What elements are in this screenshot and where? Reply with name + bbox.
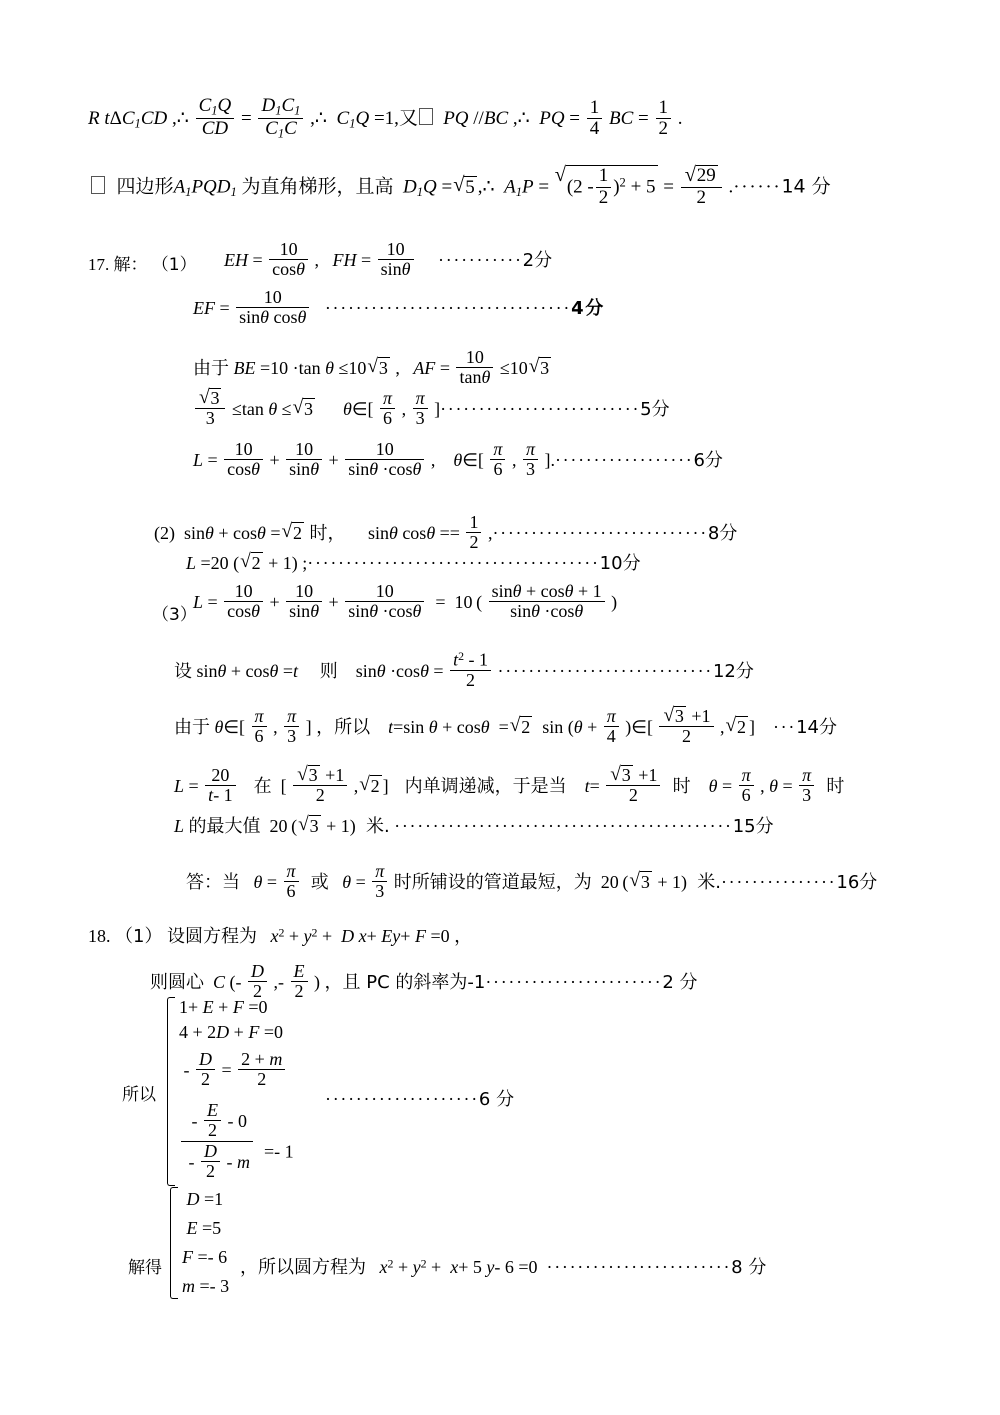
leader-dots: ···························· xyxy=(492,523,708,544)
score-5: 5分 xyxy=(640,399,670,421)
leader-dots: ·························· xyxy=(440,399,641,420)
system-row-2: 4 + 2D + F =0 xyxy=(179,1022,283,1042)
leader-dots: ························ xyxy=(546,1257,732,1277)
part-1-tag: （1） xyxy=(151,255,197,275)
center-tail: ，且 PC 的斜率为-1 xyxy=(324,972,486,994)
missing-glyph-box xyxy=(91,176,105,194)
system-row-3: - $\frac{D}{2}$ = $\frac{2 + m}{2}$ xyxy=(179,1045,294,1095)
system-row-4: - $\frac{E}{2}$ - 0 - $\frac{D}{2}$ - m =- 1 xyxy=(179,1095,294,1188)
L-symbol: L xyxy=(174,816,185,836)
score-6: 6 分 xyxy=(478,1089,515,1110)
problem18-result: ，所以圆方程为 $x^2 + y^2 + x+ 5$ y- 6 =0 ························8 分 xyxy=(240,1256,767,1278)
leader-dots: ······················· xyxy=(485,972,663,993)
solution-row: F =- 6 xyxy=(182,1247,228,1267)
problem18-line1: 18. （1） 设圆方程为 $x^2 + y^2 + D$ x+ Ey+ F =0 ， xyxy=(88,925,473,947)
problem17-be-af: 由于 BE =10 ·tan θ ≤10 √ 3 , AF = $\frac{10}{\tan\theta}$ ≤10 √ 3 xyxy=(193,348,552,388)
score-12: 12分 xyxy=(712,660,754,682)
she-label: 设 xyxy=(174,660,192,682)
jie-label: 解： xyxy=(113,255,148,275)
leader-dots: ··············· xyxy=(720,872,837,893)
solution-row: D =1 xyxy=(182,1189,224,1209)
part-3-tag: （3） xyxy=(152,605,197,625)
problem18-score6-line xyxy=(325,1085,514,1111)
leader-dots: ································ xyxy=(324,298,572,319)
problem17-tan-range: √ $\frac{3}{3}$ ≤tan θ ≤ √ 3 θ∈[ $\frac{\pi}{6}$ , $\frac{\pi}{3}$ ]··························5分 xyxy=(193,388,670,429)
score-10: 10分 xyxy=(599,553,641,574)
missing-glyph-box xyxy=(419,108,433,126)
problem17-L-value: L =20 ( √ 2 + 1) ;······································10分 xyxy=(186,549,641,575)
result-lead: ，所以圆方程为 xyxy=(240,1257,366,1278)
problem16-line1: R tΔC$_1$CD ,∴ $\frac{C_1Q}{CD}$ = $\frac{D_1C_1}{C_1C}$ ,∴ $C_1Q =1$,又 PQ //BC ,∴ PQ = $\frac{1}{4}$ BC = $\frac{1}{2}$ . xyxy=(88,95,683,141)
score-2: 2 分 xyxy=(662,972,698,994)
lead-text: 设圆方程为 xyxy=(166,926,257,947)
youyu-label-2: 由于 xyxy=(174,717,210,739)
problem17-answer: 答：当 θ = $\frac{\pi}{6}$ 或 θ = $\frac{\pi}{3}$ 时所铺设的管道最短，为 20 ( √ 3 + 1) 米.···············16分 xyxy=(186,862,877,902)
problem17-part2: (2) sinθ + cosθ = √ 2 时， sinθ cosθ == $\frac{1}{2}$ ,····························8分 xyxy=(154,513,737,553)
problem17-Lmax: L 的最大值 20 ( √ 3 + 1) 米. ············································15分 xyxy=(174,812,774,838)
answer-text: 时所铺设的管道最短，为 xyxy=(393,872,592,894)
system-row-1: 1+ E + F =0 xyxy=(179,997,268,1017)
problem17-t-range: 由于 θ∈[ $\frac{\pi}{6}$ , $\frac{\pi}{3}$ ] ，所以 t=sin θ + cosθ = √ 2 sin (θ + $\frac{\pi}{4}$ )∈[ √ $\frac{3 +1}{2}$ , √ 2 ] ···14分 xyxy=(174,706,837,747)
problem17-L-expr: L = $\frac{10}{\cos\theta}$ + $\frac{10}{\sin\theta}$ + $\frac{10}{\sin\theta \cdot\cos\theta}$ , θ∈[ $\frac{\pi}{6}$ , $\frac{\pi}{3}$ ].··················6分 xyxy=(193,439,723,480)
score-14b: 14分 xyxy=(796,717,837,739)
leader-dots: ···························· xyxy=(497,660,713,681)
problem18-jiede-label: 解得 xyxy=(128,1258,162,1278)
problem17-eh-fh: EH = $\frac{10}{\cos\theta}$ , FH = $\frac{10}{\sin\theta}$ ···········2分 xyxy=(224,239,553,280)
problem17-L-expand: L = $\frac{10}{\cos\theta}$ + $\frac{10}{\sin\theta}$ + $\frac{10}{\sin\theta \cdot\cos\theta}$ = 10 ( $\frac{\sin\theta + \cos\theta + 1}{\sin\theta \cdot\cos\theta}$ ) xyxy=(193,581,618,622)
leader-dots: ············································ xyxy=(394,816,733,836)
leader-dots: ···················· xyxy=(325,1089,479,1109)
score-6: 6分 xyxy=(693,450,723,472)
leader-dots: ······································ xyxy=(307,553,600,573)
score-8: 8分 xyxy=(707,523,738,545)
problem17-set-t: 设 sinθ + cosθ =t 则 sinθ ·cosθ = $\frac{t^2 - 1}{2}$ ····························12分 xyxy=(174,649,754,691)
problem17-ef: EF = $\frac{10}{\text{sinθ cosθ}}$ ································4分 xyxy=(193,287,606,328)
score-2: 2分 xyxy=(522,250,553,272)
lead-text-2: 则圆心 xyxy=(150,972,204,994)
problem-number: 18. xyxy=(88,926,111,946)
leader-dots: ······ xyxy=(733,176,782,198)
score-16: 16分 xyxy=(836,872,878,894)
problem18-center: 则圆心 C (- $\frac{D}{2}$ ,- $\frac{E}{2}$ ) ，且 PC 的斜率为-1·······················2 分 xyxy=(150,961,698,1002)
part-2-tag: (2) xyxy=(154,523,175,544)
solution-row: m =- 3 xyxy=(182,1276,230,1296)
problem16-line2: 四边形$A_1PQD_1$ 为直角梯形，且高 $D_1Q$ = √ 5 ,∴ $A_1P$ = √ (2 - $\frac{1}{2}$ )$^2$ + 5 = √ $\frac{29}{2}$ .······14 分 xyxy=(90,165,831,208)
score-4: 4分 xyxy=(571,298,606,320)
score-15: 15分 xyxy=(732,816,774,837)
score-14: 14 分 xyxy=(781,175,831,198)
part-1-tag: （1） xyxy=(115,926,163,947)
da-label: 答：当 xyxy=(186,872,240,894)
problem-number: 17. xyxy=(88,255,110,274)
problem18-system xyxy=(165,995,294,1188)
suoyi-label: ，所以 xyxy=(316,717,371,739)
youyu-label: 由于 xyxy=(193,358,229,380)
solution-brace xyxy=(168,1185,229,1301)
problem17-monotone: L = $\frac{20}{t- 1}$ 在 [ √ $\frac{3 +1}{2}$ , √ 2 ] 内单调递减，于是当 t= √ $\frac{3 +1}{2}$ 时 θ = $\frac{\pi}{6}$ , θ = $\frac{\pi}{3}$ 时 xyxy=(174,765,844,806)
solution-row: E =5 xyxy=(182,1218,222,1238)
lmax-label: 的最大值 xyxy=(188,816,261,837)
problem17-number xyxy=(88,250,197,275)
system-brace xyxy=(165,995,294,1188)
problem17-part3-tag xyxy=(152,600,197,625)
leader-dots: ·················· xyxy=(554,450,694,471)
score-8: 8 分 xyxy=(731,1257,767,1278)
leader-dots: ··········· xyxy=(438,250,523,271)
problem18-suoyi-label: 所以 xyxy=(122,1085,156,1105)
leader-dots: ··· xyxy=(772,717,797,738)
problem18-solution xyxy=(168,1185,229,1301)
